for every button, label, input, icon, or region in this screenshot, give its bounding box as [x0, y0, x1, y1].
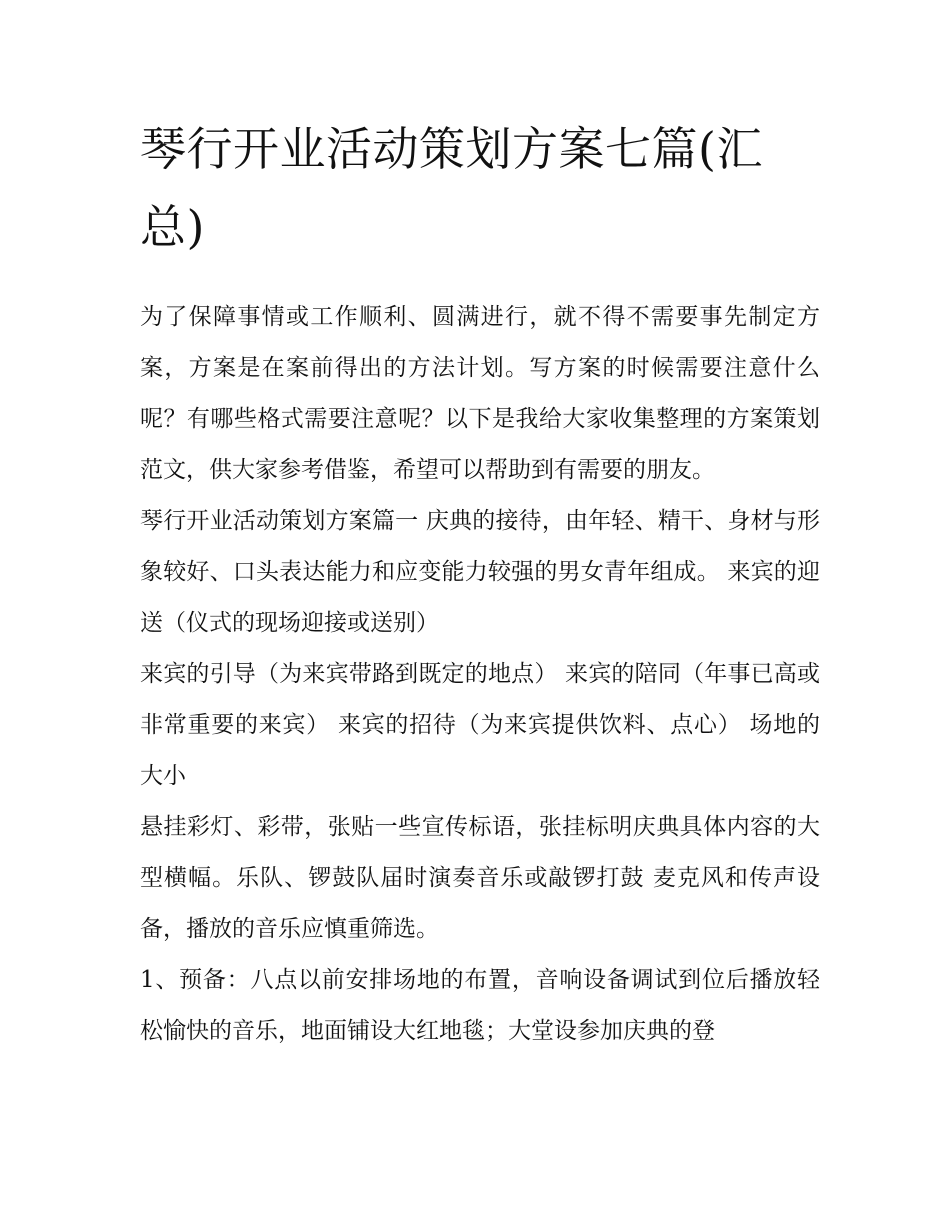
paragraph-decoration: 悬挂彩灯、彩带，张贴一些宣传标语，张挂标明庆典具体内容的大型横幅。乐队、锣鼓队届时演奏音乐或敲锣打鼓 麦克风和传声设备，播放的音乐应慎重筛选。 — [140, 814, 820, 942]
paragraph-preparation: 1、预备：八点以前安排场地的布置，音响设备调试到位后播放轻松愉快的音乐，地面铺设大红地毯；大堂设参加庆典的登 — [140, 967, 820, 1044]
document-body — [140, 292, 820, 1057]
paragraph-reception: 琴行开业活动策划方案篇一 庆典的接待，由年轻、精干、身材与形象较好、口头表达能力和应变能力较强的男女青年组成。 来宾的迎送（仪式的现场迎接或送别） — [140, 508, 820, 636]
paragraph-intro: 为了保障事情或工作顺利、圆满进行，就不得不需要事先制定方案，方案是在案前得出的方法计划。写方案的时候需要注意什么呢？有哪些格式需要注意呢？以下是我给大家收集整理的方案策划范文，供大家参考借鉴，希望可以帮助到有需要的朋友。 — [140, 304, 820, 483]
paragraph-guest-guidance: 来宾的引导（为来宾带路到既定的地点） 来宾的陪同（年事已高或非常重要的来宾） 来宾的招待（为来宾提供饮料、点心） 场地的大小 — [140, 661, 820, 789]
document-content — [140, 110, 820, 1057]
document-title: 琴行开业活动策划方案七篇(汇总) — [140, 122, 763, 254]
